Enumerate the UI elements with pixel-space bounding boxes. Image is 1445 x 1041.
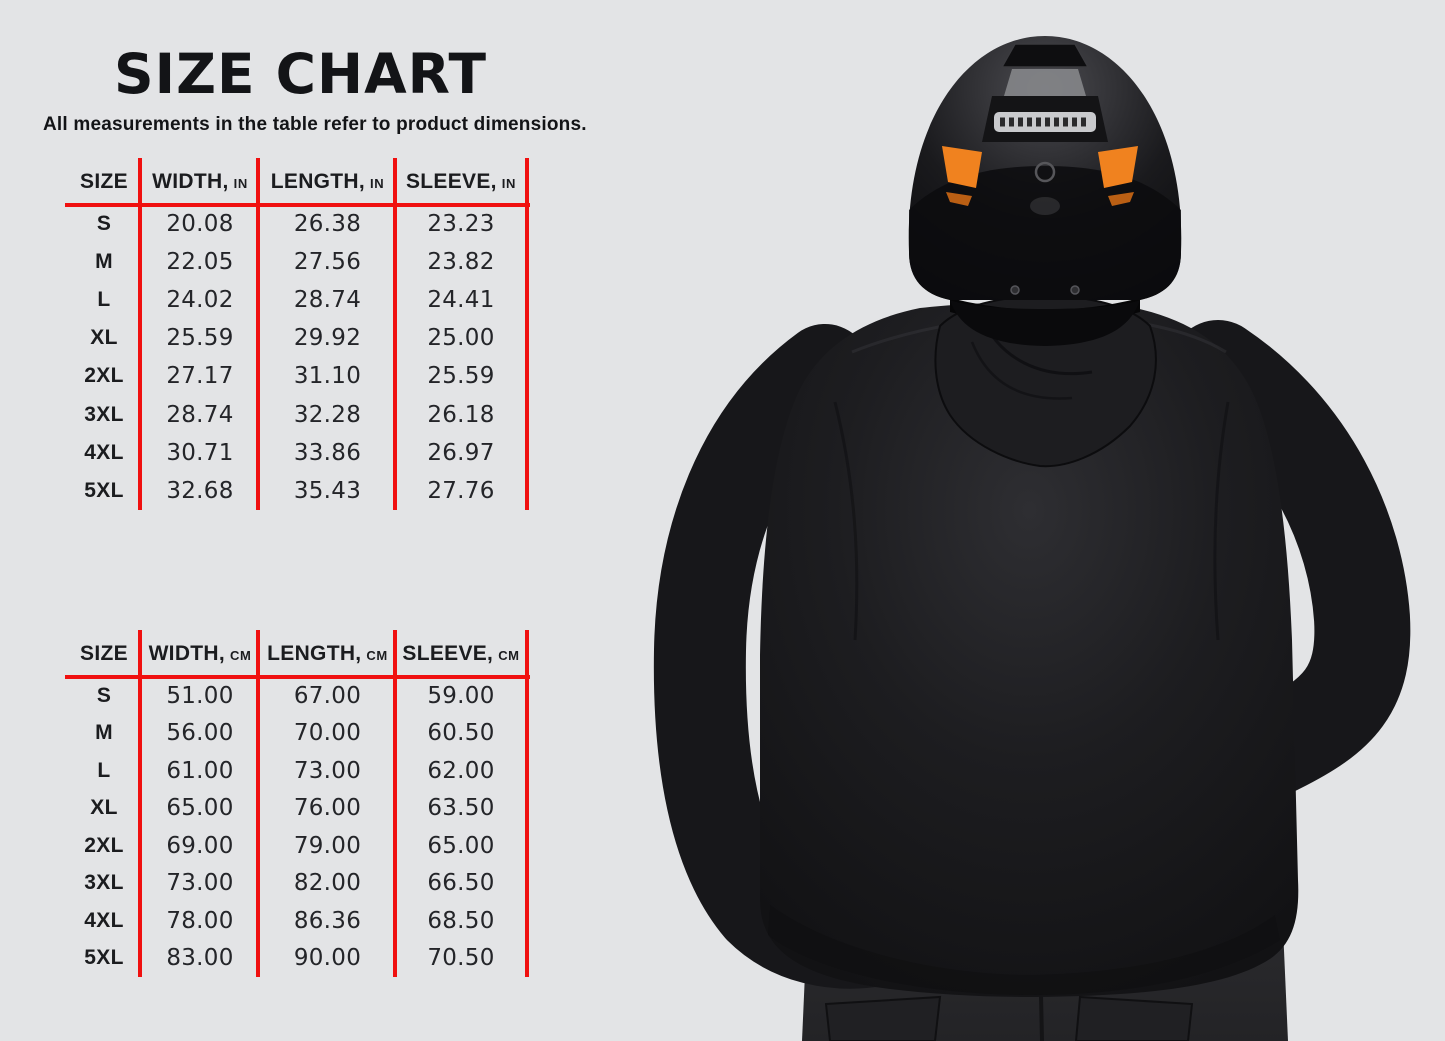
helmet-screw [1071,286,1079,294]
size-label: 2XL [84,833,124,857]
length-column-header [260,630,395,677]
table-divider-line [525,158,529,510]
table-divider-line [256,630,260,977]
size-label: L [97,758,111,782]
column-unit: CM [366,648,388,663]
sleeve-value: 63.50 [427,795,495,822]
sleeve-value: 26.18 [427,401,495,428]
length-value: 86.36 [293,907,362,934]
length-value: 29.92 [293,325,362,352]
sleeve-value: 62.00 [427,757,495,784]
size-label: 3XL [84,402,124,426]
size-column-header: SIZE [80,641,128,665]
helmet-top-vent [1002,44,1088,67]
width-value: 83.00 [166,945,234,972]
length-value: 35.43 [293,477,362,504]
width-value: 56.00 [166,720,234,747]
width-value: 73.00 [166,870,234,897]
sleeve-value: 23.82 [427,249,495,276]
helmet-emblem [1030,197,1060,215]
column-label: SLEEVE, [402,641,494,665]
length-value: 32.28 [293,401,362,428]
width-column-header [140,630,260,677]
width-value: 25.59 [166,325,234,352]
size-label: 5XL [84,946,124,970]
width-value: 28.74 [166,401,234,428]
page-title: SIZE CHART [114,42,488,106]
length-value: 67.00 [293,682,362,709]
size-label: XL [90,796,118,820]
size-label: 4XL [84,908,124,932]
sleeve-value: 26.97 [427,439,495,466]
size-label: L [97,288,111,312]
table-divider-line [256,158,260,510]
width-value: 32.68 [166,477,234,504]
width-value: 78.00 [166,907,234,934]
sleeve-value: 24.41 [427,287,495,314]
table-divider-line [138,158,142,510]
sleeve-value: 25.59 [427,363,495,390]
length-value: 79.00 [293,832,362,859]
size-label: 2XL [84,364,124,388]
length-value: 26.38 [293,211,362,238]
table-divider-line [393,158,397,510]
helmet-illustration [909,36,1182,346]
width-value: 27.17 [166,363,234,390]
size-label: S [96,683,112,707]
helmet-screw [1011,286,1019,294]
size-label: 5XL [84,478,124,502]
size-label: M [95,721,113,745]
column-unit: IN [501,176,516,191]
column-unit: IN [233,176,248,191]
size-table-centimeters [68,630,527,977]
table-divider-line [525,630,529,977]
sleeve-column-header [395,630,527,677]
table-header-underline [65,203,530,207]
jeans-pocket [1076,997,1192,1041]
length-column-header [260,158,395,205]
orange-reflector-right [1098,146,1138,188]
column-label: LENGTH, [267,641,362,665]
size-column-header: SIZE [80,169,128,193]
size-label: XL [90,326,118,350]
sleeve-value: 70.50 [427,945,495,972]
size-table-inches [68,158,527,510]
sleeve-column-header [395,158,527,205]
column-label: WIDTH, [152,169,229,193]
length-value: 90.00 [293,945,362,972]
column-unit: CM [498,648,520,663]
column-unit: CM [230,648,252,663]
size-label: S [96,212,112,236]
length-value: 76.00 [293,795,362,822]
length-value: 27.56 [293,249,362,276]
table-divider-line [393,630,397,977]
sleeve-value: 27.76 [427,477,495,504]
width-value: 51.00 [166,682,234,709]
sleeve-value: 65.00 [427,832,495,859]
model-photo [620,0,1445,1041]
jeans-pocket [826,997,940,1041]
sleeve-value: 23.23 [427,211,495,238]
width-value: 24.02 [166,287,234,314]
size-label: 4XL [84,440,124,464]
width-value: 22.05 [166,249,234,276]
column-unit: IN [370,176,385,191]
table-header-underline [65,675,530,679]
width-value: 20.08 [166,211,234,238]
length-value: 70.00 [293,720,362,747]
width-value: 61.00 [166,757,234,784]
sleeve-value: 66.50 [427,870,495,897]
sleeve-value: 60.50 [427,720,495,747]
length-value: 82.00 [293,870,362,897]
column-label: LENGTH, [270,169,366,193]
sleeve-value: 59.00 [427,682,495,709]
sleeve-value: 68.50 [427,907,495,934]
width-value: 65.00 [166,795,234,822]
column-label: SLEEVE, [406,169,497,193]
table-divider-line [138,630,142,977]
length-value: 28.74 [293,287,362,314]
page-subtitle: All measurements in the table refer to product dimensions. [43,114,587,135]
size-label: M [95,250,113,274]
width-value: 69.00 [166,832,234,859]
width-column-header [140,158,260,205]
helmet-highlight-panel [1004,69,1086,96]
width-value: 30.71 [166,439,234,466]
column-label: WIDTH, [148,641,226,665]
orange-reflector-left [942,146,982,188]
length-value: 31.10 [293,363,362,390]
length-value: 33.86 [293,439,362,466]
length-value: 73.00 [293,757,362,784]
sleeve-value: 25.00 [427,325,495,352]
size-label: 3XL [84,871,124,895]
